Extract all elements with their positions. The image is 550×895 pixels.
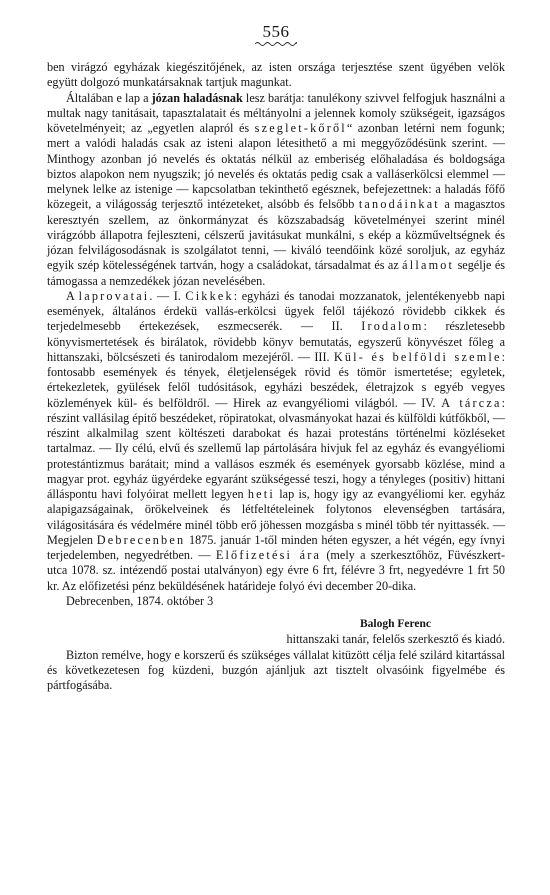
- spaced-emphasis: Debrecenben: [96, 532, 186, 547]
- text-run: : egyházi és tanodai mozzanatok, jelentékenyebb napi események, általános érdekü vallás-erkölcsi ügyek felől tájékozó rövidebb cikkek és terjedelmesebb értekezések, eszmecserék. — II.: [47, 288, 505, 334]
- signature-role: hittanszaki tanár, felelős szerkesztő és kiadó.: [286, 632, 505, 647]
- paragraph-sections: [47, 289, 505, 594]
- text-run: lap is, hogy igy az evangyéliomi ker. egyház alapigazságainak, örökelveinek és létfeltételeinek folytonos elevenségben tartására, világositására és védelmére minél több erő jöhessen mozgásba s minél több tér nyittassék. — Megjelen: [47, 487, 505, 547]
- text-run: : fontosabb események és tények, életjelenségek rövid és tömör ismertetése; egyletek, értekezletek, gyülések felől tudósitások, egyházi beszédek, életrajzok s egyéb vegyes közlemények kül- és belföldről. — Hirek az evangyéliomi világból. — IV.: [47, 349, 505, 410]
- spaced-emphasis: szeglet-kőről: [254, 121, 347, 135]
- spaced-emphasis: Cikkek: [185, 288, 234, 303]
- signature-name: Balogh Ferenc: [359, 618, 431, 630]
- spaced-emphasis: A tárcza: [441, 395, 502, 410]
- text-run: Általában e lap a: [66, 90, 152, 105]
- spaced-emphasis: Előfizetési ára: [215, 548, 322, 562]
- spaced-emphasis: államot: [402, 258, 455, 273]
- emphasis-text: józan haladásnak: [151, 90, 243, 105]
- spaced-emphasis: laprovatai: [78, 288, 150, 303]
- date-line: Debrecenben, 1874. október 3: [66, 593, 214, 608]
- spaced-emphasis: Irodalom: [361, 319, 424, 334]
- text-run: segélje és támogassa a nemzedékek józan nevelésében.: [47, 258, 505, 288]
- text-run: lesz barátja: tanulékony szivvel felfogjuk használni a multak nagy tanitásait, tapasztalatait és méltányolni a jelennek komoly szükségeit, igazságos követelményeit; az „egyetlen alapról és: [47, 90, 505, 135]
- spaced-emphasis: Kül- és belföldi szemle: [333, 349, 502, 364]
- text-run: a magasztos keresztyén szellem, az önkormányzat és közszabadság követelményei szerint minél virágzóbb állapotra fejleszteni, célszerű javitásukat munkálni, s ekép a közműveltségnek és józan felvilágosodásnak is szolgálatot tenni, — kiváló teendőink közé soroljuk, az egyház egyik szép kötelességének tartván, hogy a családokat, társadalmat és az: [47, 197, 505, 273]
- paragraph-intro-continuation: ben virágzó egyházak kiegészitőjének, az isten országa terjesztése szent ügyében velök együtt dolgozó munkatársaknak tartjuk magunkat.: [47, 60, 505, 90]
- text-run: “ azonban letérni nem fogunk; mert a valódi haladás csak az isteni alapon létesithető a mi meggyőződésünk szerint. — Minthogy azonban jó nevelés és oktatás nélkül az emberiség előhaladása és boldogsága biztos alapokon nem nyugszik; jó nevelés és oktatás pedig csak a valláserkölcsi elemmel — melynek lelke az istenige — kapcsolatban tekinthető egésznek, befejezettnek: a haladás főfő közegeit, a világosság terjesztő intézeteket, alsóbb és felsőbb: [47, 121, 506, 212]
- wavy-rule-ornament: [255, 41, 297, 47]
- text-run: (mely a szerkesztőhöz, Füvészkert-utca 1078. sz. intézendő postai utalványon) egy évre 6 frt, félévre 3 frt, negyedévre 1 frt 50 kr. Az előfizetési pénz beküldésének határideje folyó évi december 20-dika.: [47, 548, 505, 593]
- text-run: . — I.: [149, 288, 186, 303]
- paragraph-program: [47, 91, 505, 289]
- signature-block: [47, 617, 505, 648]
- page-number: 556: [262, 22, 290, 41]
- article-body: [47, 60, 505, 693]
- closing-paragraph: Bizton remélve, hogy e korszerű és szükséges vállalat kitüzött célja felé szilárd kitartással és következetesen fog küzdeni, buzgón ajánljuk azt tisztelt olvasóink figyelmébe és pártfogásába.: [47, 647, 505, 692]
- text-run: : részint vallásilag épitő beszédeket, röpiratokat, olvasmányokat hazai és külföldi kútfőkből, — részint alkalmilag szent költészeti darabokat és hazai protestáns történelmi közléseket tartalmaz. — Ily célú, elvű és szellemű lap pártolására hivjuk fel az egyház és evangyéliomi protestántizmus barátait; mind a vallásos eszmék és események gyorsabb közlése, mind a magyar prot. egyház ügyérdeke egyaránt szükségessé teszi, hogy a tényleges (positiv) hittani álláspontu havi folyóirat mellett legyen: [47, 395, 505, 501]
- spaced-emphasis: tanodáinkat: [358, 197, 440, 212]
- text-run: 1875. január 1-től minden héten egyszer, a hét végén, egy ívnyi terjedelemben, negyedrétben. —: [47, 532, 505, 562]
- text-run: A: [66, 288, 79, 303]
- text-run: : részletesebb könyvismertetések és birálatok, rövidebb könyv bemutatás, egyszerű könyvészet főleg a hittanszaki, bölcsészeti és tanirodalom mezejéről. — III.: [47, 319, 505, 364]
- spaced-emphasis: heti: [247, 487, 275, 501]
